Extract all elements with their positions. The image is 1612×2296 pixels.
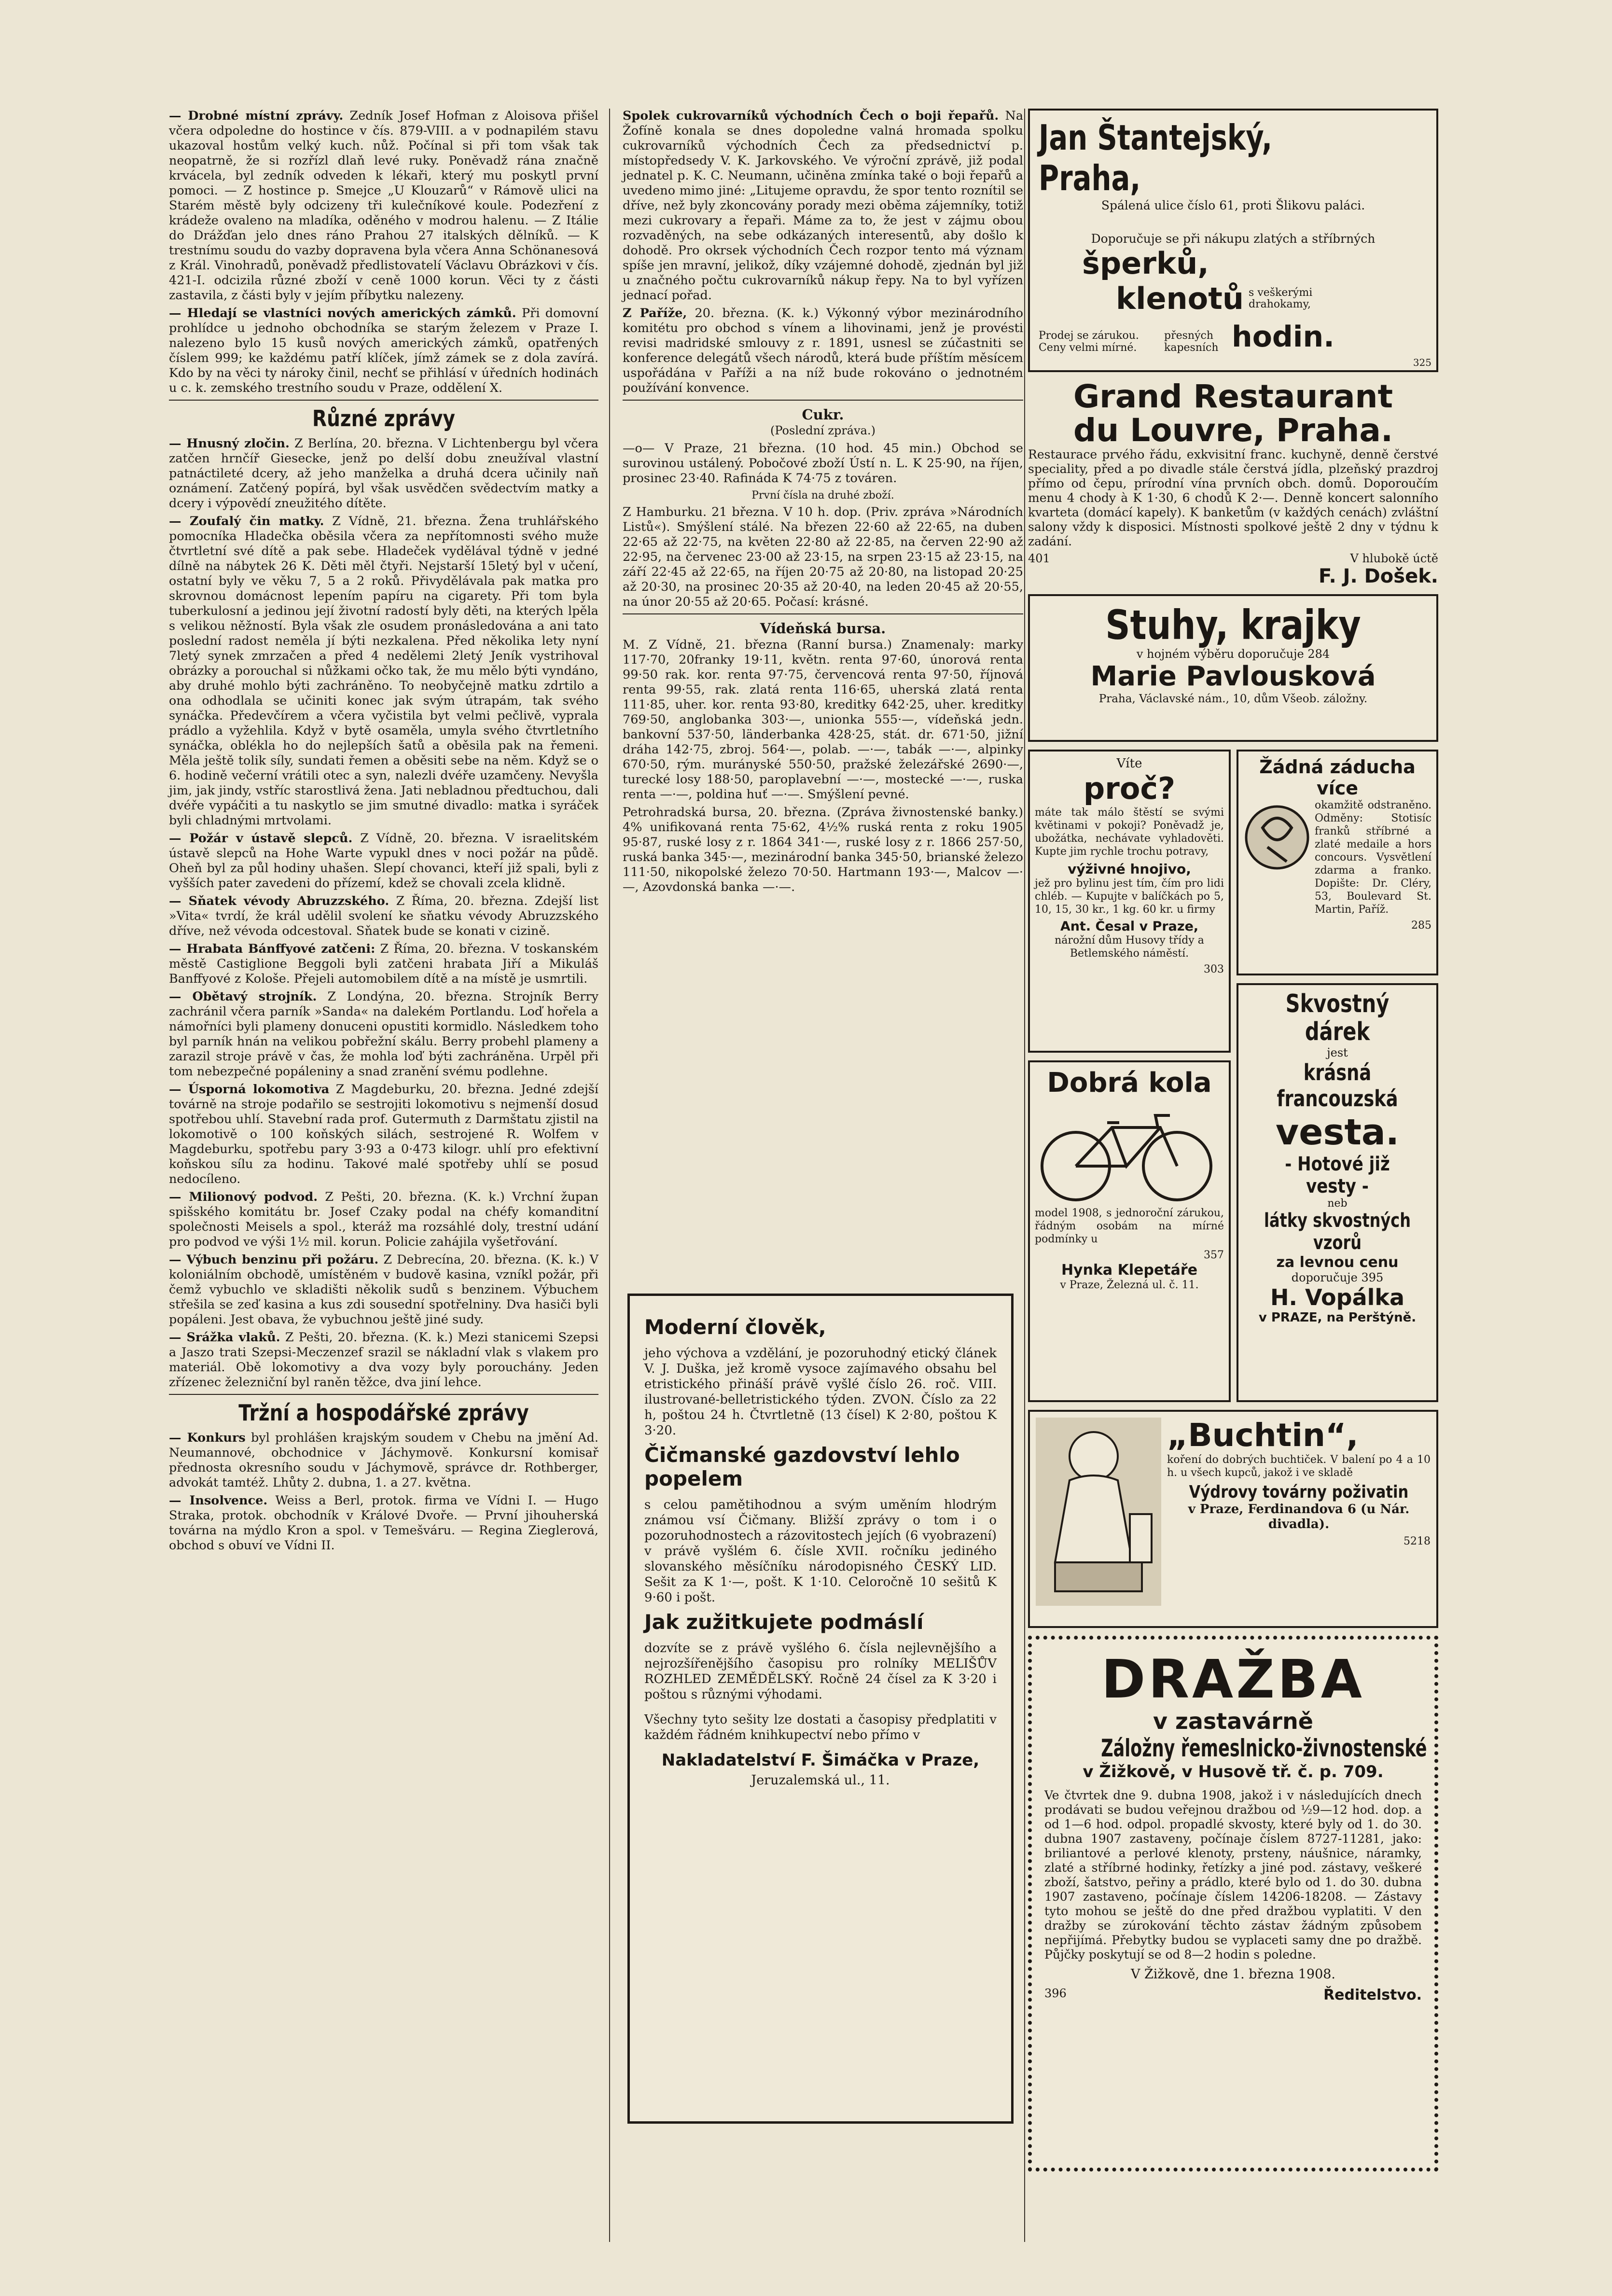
article-lead: — Hnusný zločin.	[169, 436, 290, 451]
ad-signature-line: V hlubokě úctě	[1350, 552, 1438, 565]
column-economy	[623, 109, 1023, 898]
article-body: Z Magdeburku, 20. března. Jedné zdejší továrně na stroje podařilo se sestrojiti lokomotivu s nejmenší dosud spotřebou uhlí. Stavební rada prof. Gutermuth z Darmštatu zjistil na lokomotivě o 100 koňských silách, sestrojené R. Wolfem v Magdeburku, spotřebu pary 3·93 a 0·473 kilogr. uhlí pro efektivní koňskou sílu za hodinu. Takové malé spotřeby uhlí se posud nedocíleno.	[169, 1082, 599, 1186]
ad-title: Žádná záducha více	[1259, 756, 1416, 799]
ad-text: okamžitě odstraněno. Odměny: Stotisíc franků stříbrné a zlaté medaile a hors concours. Vysvětlení zdarma a franko. Dopište: Dr. Cléry, 53, Boulevard St. Martin, Paříž.	[1315, 799, 1431, 916]
ad-address: v Praze, Železná ul. č. 11.	[1060, 1279, 1199, 1291]
report-hamburg: Z Hamburku. 21 března. V 10 h. dop. (Priv. zpráva »Národních Listů«). Smýšlení stálé. Na březen 22·60 až 22·65, na duben 22·65 až 22·75, na květen 22·80 až 22·85, na červen 22·90 až 22·95, na červenec 23·00 až 23·15, na srpen 23·15 až 23·15, na září 22·45 až 22·65, na říjen 20·75 až 20·80, na listopad 20·25 až 20·30, na prosinec 20·35 až 20·40, na leden 20·45 až 20·55, na únor 20·55 až 20·65. Počasí: krásné.	[623, 505, 1023, 609]
bicycle-icon	[1035, 1099, 1218, 1205]
ad-title: proč?	[1083, 771, 1176, 806]
ad-text: dozvíte se z právě vyšlého 6. čísla nejlevnějšího a nejrozšířenějšího časopisu pro rolníky MELIŠŮV ROZHLED ZEMĚDĚLSKÝ. Ročně 24 čísel za K 3·20 i poštou s různými výhodami.	[644, 1641, 997, 1702]
ad-address: nárožní dům Husovy třídy a Betlemského náměstí.	[1055, 934, 1204, 960]
ad-buchtin	[1028, 1410, 1438, 1628]
column-local-news	[169, 109, 598, 1556]
report-vienna: M. Z Vídně, 21. března (Ranní bursa.) Znamenaly: marky 117·70, 20franky 19·11, květn. renta 97·60, únorová renta 99·50 rak. kor. renta 97·75, červencová renta 97·50, říjnová renta 99·55, rak. zlatá renta 116·65, uherská zlatá renta 111·85, uher. kor. renta 93·80, kreditky 642·25, uher. kreditky 769·50, anglobanka 303·—, unionka 555·—, vídeňská jedn. bankovní 537·50, länderbanka 428·25, stát. dr. 671·50, jižní dráha 142·75, zbroj. 564·—, polab. —·—, tabák —·—, alpinky 670·50, rým. murányské 550·50, pražské železářské 2690·—, turecké losy 188·50, paroplavební —·—, mostecké —·—, ruska renta —·—, poldina huť —·—. Smýšlení pevné.	[623, 638, 1023, 802]
article-bankruptcy	[169, 1431, 598, 1490]
ad-number: 395	[1361, 1271, 1384, 1284]
ad-text: máte tak málo štěstí se svými květinami v pokoji? Poněvadž je, ubožátka, nechávate vyhladověti. Kupte jim rychle trochu potravy,	[1035, 807, 1224, 858]
medal-icon	[1243, 799, 1311, 876]
article-lead: — Srážka vlaků.	[169, 1330, 280, 1345]
article-american-locks	[169, 306, 598, 396]
ad-stantejsky	[1028, 109, 1438, 372]
ad-text: Ve čtvrtek dne 9. dubna 1908, jakož i v následujících dnech prodávati se budou veřejnou dražbou od ½9—12 hod. dop. a od 1—6 hod. odpol. propadlé skvosty, které byly od 1. do 30. dubna 1907 zastaveny, počínaje číslem 8727-11281, jako: briliantové a perlové klenoty, prsteny, náušnice, náramky, zlaté a stříbrné hodinky, řetízky a jiné pod. zástavy, veškeré zboží, šatstvo, peřiny a prádlo, které bylo od 1. do 30. dubna 1907 zastaveno, počínaje číslem 14206-18208. — Zástavy tyto mohou se ještě do dne před dražbou vyplatiti. V den dražby se zúrokování těchto zástav žádným způsobem nepřijímá. Přebytky budou se vyplaceti samy dne po dražbě. Půjčky poskytují se od 8—2 hodin s poledne.	[1044, 1788, 1422, 1962]
ad-line: látky skvostných vzorů	[1264, 1210, 1411, 1254]
article-local-news	[169, 109, 598, 303]
article-lead: — Úsporná lokomotiva	[169, 1082, 330, 1097]
article-counts	[169, 942, 598, 987]
article-lead: — Výbuch benzinu při požáru.	[169, 1252, 379, 1267]
divider	[623, 400, 1023, 401]
article-body: Z Pešti, 20. března. (K. k.) Mezi stanicemi Szepsi a Jaszo trati Szepsi-Meczenzef srazil se nákladní vlak s vlakem pro materiál. Obě lokomotivy a dva vozy byly porouchány. Jeden zřízenec železniční byl raněn těžce, dva jiní lehce.	[169, 1330, 599, 1390]
ad-line: - Hotové již vesty -	[1285, 1153, 1390, 1197]
article-paris	[623, 306, 1023, 396]
section-heading-market: Tržní a hospodářské zprávy	[238, 1400, 529, 1426]
ad-date: V Žižkově, dne 1. března 1908.	[1130, 1967, 1336, 1982]
ad-word-jewels: šperků,	[1082, 246, 1209, 281]
article-insolvency	[169, 1493, 598, 1553]
ad-line: za levnou cenu	[1276, 1254, 1399, 1271]
ad-address: v PRAZE, na Perštýně.	[1258, 1310, 1417, 1325]
article-engineer	[169, 989, 598, 1079]
ad-title: Grand Restaurant	[1073, 378, 1393, 415]
article-fraud	[169, 1190, 598, 1250]
ad-note: přesných kapesních	[1164, 330, 1219, 354]
ad-title: Dobrá kola	[1047, 1067, 1212, 1099]
ad-firm: Hynka Klepetáře	[1061, 1262, 1198, 1279]
ad-address: Praha, Václavské nám., 10, dům Všeob. záložny.	[1098, 693, 1368, 705]
article-lead: — Hrabata Bánffyové zatčeni:	[169, 942, 375, 956]
ad-signature: F. J. Došek.	[1319, 565, 1438, 587]
ad-number: 284	[1307, 647, 1330, 661]
article-body: Na Žofíně konala se dnes dopoledne valná hromada spolku cukrovarníků východních Čech za předsednictví p. místopředsedy V. K. Jarkovského. Ve výroční zprávě, již podal jednatel p. K. C. Neumann, učiněna zmínka také o boji řepařů a uvedeno mimo jiné: „Litujeme opravdu, že spor tento roznítil se dříve, než byly zkoncovány porady mezi oběma zájemníky, totiž mezi cukrovary a řepaři. Máme za to, že jest v zájmu obou rozvaděných, na sebe odkázaných interesentů, aby došlo k dohodě. Pro okrsek východních Čech rozpor tento má význam spíše jen mravní, jelikož, díky vzájemné dohodě, zjednán byl již u značného počtu cukrovarníků nákup řepy. Na to byl vyřízen jednací pořad.	[623, 109, 1024, 303]
ad-text: model 1908, s jednoroční zárukou, řádným osobám na mírné podmínky u	[1035, 1207, 1224, 1245]
ad-subtitle: v hojném výběru doporučuje	[1136, 647, 1304, 661]
ad-intro: Doporučuje se při nákupu zlatých a stříbrných	[1091, 232, 1376, 246]
woman-baking-icon	[1036, 1418, 1161, 1606]
article-locomotive	[169, 1082, 598, 1187]
article-lead: — Požár v ústavě slepců.	[169, 831, 353, 846]
ad-title: DRAŽBA	[1101, 1648, 1365, 1710]
ad-title: Jak zužitkujete podmáslí	[644, 1610, 924, 1634]
ad-address: v Žižkově, v Husově tř. č. p. 709.	[1083, 1762, 1384, 1781]
column-rule	[1024, 109, 1025, 2242]
article-body: Z Londýna, 20. března. Strojník Berry zachránil včera parník »Sanda« na dalekém Portlandu. Loď hořela a námořníci byli plameny donuceni opustiti kormidlo. Následkem toho byl parník hnán na velikou pobřežní skálu. Berry probehl plameny a zarazil stroje právě v čas, že mohla loď býti zachráněna. Urpěl při tom nebezpečné popáleniny a snad zranění svému podlehne.	[169, 989, 598, 1079]
divider	[623, 613, 1023, 614]
article-body: 20. března. (K. k.) Výkonný výbor mezinárodního komitétu pro obchod s vínem a lihovinami, jenž je provésti revisi madridské smlouvy z r. 1891, usnesl se zúčastniti se konference delegátů všech národů, která bude příštím měsícem uspořádána v Paříži a na níž bude rokováno o jednotném používání konvence.	[623, 306, 1023, 395]
report-prague-sugar: —o— V Praze, 21 března. (10 hod. 45 min.) Obchod se surovinou ustálený. Pobočové zboží Ústí n. L. K 25·90, na říjen, prosinec 23·40. Rafináda K 74·75 z továren.	[623, 441, 1023, 486]
ad-title: Moderní člověk,	[644, 1315, 826, 1339]
ad-signature: Ředitelstvo.	[1323, 1987, 1422, 2004]
section-heading-various: Různé zprávy	[312, 405, 456, 431]
article-body: Z Vídně, 21. března. Žena truhlářského pomocníka Hladečka oběsila včera za nepřítomnosti svého muže čtvrtletní své dítě a pak sebe. Hladeček vydělával týdně v jedné dílně na nábytek 26 K. Děti měl čtyři. Nejstarší 15letý byl v učení, ostatní byly ve věku 7, 5 a 2 roků. Přivydělávala pak matka pro skrovnou domácnost lepením papíru na cigarety. Při tom byla tuberkulosní a jedinou její životní radostí byly děti, na kterých lpěla s velikou něžností. Byla však zle osudem pronásledována a ani tato poslední radost neměla jí býti nezkalena. Před několika lety nyní 7letý synek zmrzačen a před 4 nedělemi 2letý Jeník vystrihoval obrázky a porouchal si nůžkami očko tak, že mu mělo býti vyndáno, aby druhé mohlo býti zachráněno. To neobyčejně matku zdrtilo a ona odhodlala se učiniti konec jak svým útrapám, tak svého synáčka. Předevčírem a včera vyčistila byt velmi pečlivě, vyprala prádlo a vyžehlila. Když v bytě osaměla, umyla svého čtvrtletního synáčka, oblékla ho do nejlepších šatů a oběsila pak na řemeni. Měla ještě tolik síly, sundati řemen a oběsiti sebe na něm. Když se o 6. hodině večerní vrátili otec a syn, nalezli dvéře uzamčeny. Nevyšla jim, jak jindy, vstříc starostlivá žena. Jati nebladnou předtuchou, dali dvéře vypáčiti a tu naskytlo se jim smutné divadlo: matka i syráček byli chladnými mrtvolami.	[169, 514, 598, 828]
ad-title: „Buchtin“,	[1167, 1417, 1359, 1454]
article-sugar-union	[623, 109, 1023, 303]
article-lead: — Insolvence.	[169, 1493, 268, 1508]
article-lead: — Hledají se vlastníci nových amerických zámků.	[169, 306, 516, 320]
ad-vest	[1237, 983, 1438, 1402]
article-lead: Z Paříže,	[623, 306, 687, 320]
ad-line: krásná francouzská	[1277, 1059, 1398, 1112]
ad-number: 325	[1413, 357, 1431, 368]
article-lead: Spolek cukrovarníků východních Čech o boji řepařů.	[623, 109, 999, 123]
article-mother	[169, 514, 598, 828]
article-body: byl prohlášen krajským soudem v Chebu na jmění Ad. Neumannové, obchodnice v Jáchymově. Konkursní komisař přednosta okresního soudu v Jáchymově, správce dr. Rothberger, advokát tamtéž. Lhůty 2. dubna, 1. a 27. května.	[169, 1431, 599, 1490]
ad-product: výživné hnojivo,	[1068, 861, 1191, 877]
ad-title: du Louvre, Praha.	[1073, 412, 1393, 449]
ad-text: koření do dobrých buchtiček. V balení po 4 a 10 h. u všech kupců, jakož i ve skladě	[1167, 1454, 1431, 1479]
ad-title: Skvostný dárek	[1285, 989, 1390, 1046]
article-lead: — Drobné místní zprávy.	[169, 109, 344, 123]
column-ads	[1028, 109, 1438, 2179]
ad-stuhy	[1028, 594, 1438, 742]
ad-number: 5218	[1404, 1535, 1431, 1547]
ad-fertilizer	[1028, 750, 1231, 1053]
article-train	[169, 1330, 598, 1390]
ad-publisher-name: Nakladatelství F. Šimáčka v Praze,	[661, 1751, 980, 1770]
article-lead: — Konkurs	[169, 1431, 246, 1445]
ad-number: 357	[1204, 1249, 1224, 1261]
article-body: Z Berlína, 20. března. V Lichtenbergu byl včera zatčen hrnčíř Giesecke, jenž po delší dobu zneužíval vlastní patnáctileté dcery, až jeho manželka a druhá dcera učinily naň oznámení. Zatčený popírá, byl však usvědčen svědectvím matky a dcery i výpovědí zneužitého dítěte.	[169, 436, 598, 511]
article-lead: — Milionový podvod.	[169, 1190, 318, 1204]
article-body: Z Říma, 20. března. V toskanském městě Castiglione Beggoli byli zatčeni hrabata Jiří a Mikuláš Banffyové z Kološe. Přejeli automobilem dítě a na místě je usmrtili.	[169, 942, 599, 986]
ad-publisher-simacek	[627, 1294, 1014, 2124]
article-lead: — Sňatek vévody Abruzzského.	[169, 894, 389, 908]
report-note: První čísla na druhé zboží.	[751, 489, 894, 501]
ad-name: Marie Pavlousková	[1090, 661, 1376, 692]
article-body: Z Debrecína, 20. března. (K. k.) V koloniálním obchodě, umístěném v budově kasina, vzníkl požár, při čemž vybuchlo ve skladišti několik sudů s benzinem. Výbuchem střešila se zeď kasina a kus zdi sousední spotřelniny. Dva hasiči byli popáleni. Jest obava, že vybuchnou ještě jiné sudy.	[169, 1252, 599, 1327]
article-lead: — Zoufalý čin matky.	[169, 514, 324, 529]
column-rule	[609, 109, 610, 2242]
ad-number: 396	[1044, 1987, 1067, 2000]
ad-auction	[1028, 1636, 1438, 2171]
divider	[169, 1394, 598, 1395]
report-petersburg: Petrohradská bursa, 20. března. (Zpráva živnostenské banky.) 4% unifikovaná renta 75·62, 4½% ruská renta z roku 1905 95·87, ruské losy z r. 1864 341·—, ruské losy z r. 1866 257·50, ruská banka 345·—, mezinárodní banka 345·50, brianské železo 111·50, nikopolské železo 70·50. Hartmann 193·—, Malcov —·—, Azovdonská banka —·—.	[623, 805, 1023, 894]
ad-text: jeho výchova a vzdělání, je pozoruhodný etický článek V. J. Duška, jež kromě vysoce zajímavého obsahu bel etristického přináší právě vyšlé číslo 26. roč. VIII. ilustrované-belletristického týden. ZVON. Číslo za 22 h, poštou 24 h. Čtvrtletně (13 čísel) K 2·80, poštou K 3·20.	[644, 1346, 997, 1438]
divider	[169, 400, 598, 401]
article-lead: — Obětavý strojník.	[169, 989, 317, 1004]
ad-text: s celou pamětihodnou a svým uměním hlodrým známou vsí Čičmany. Bližší zprávy o tom i o pozoruhodnostech a rázovitostech jejích (6 vyobrazení) v právě vyšlém 6. čísle XVII. ročníku jediného slovanského měsíčníku národopisného ČESKÝ LID. Sešit za K 1·—, pošt. K 1·10. Celoročně 10 sešitů K 9·60 i pošt.	[644, 1498, 997, 1605]
ad-number: 401	[1028, 552, 1050, 565]
ad-firm: H. Vopálka	[1270, 1284, 1405, 1310]
heading-sugar: Cukr.	[802, 406, 844, 423]
ad-word-gems-note: s veškerými drahokamy,	[1249, 286, 1313, 310]
ad-number: 285	[1411, 919, 1431, 932]
heading-vienna-bourse: Vídeňská bursa.	[760, 620, 886, 637]
ad-word-vest: vesta.	[1276, 1112, 1399, 1153]
article-body: Při domovní prohlídce u jednoho obchodníka se starým železem v Praze I. nalezeno bylo 15 kusů nových amerických zámků, opatřených číslem 999; ke každému patří klíček, jímž zámek se z dola zavírá. Kdo by na věci ty nároky činil, nechť se přihlásí v úředních hodinách u c. k. zemského trestního soudu v Praze, oddělení X.	[169, 306, 599, 395]
ad-text: Všechny tyto sešity lze dostati a časopisy předplatiti v každém řádném knihkupectví nebo přímo v	[644, 1712, 997, 1742]
ad-word-watches: hodin.	[1232, 320, 1334, 354]
ad-kicker: Víte	[1116, 756, 1142, 771]
ad-title: Stuhy, krajky	[1105, 601, 1361, 649]
article-fire	[169, 831, 598, 891]
ad-publisher-address: Jeruzalemská ul., 11.	[751, 1773, 890, 1788]
ad-address: v Praze, Ferdinandova 6 (u Nár. divadla).	[1188, 1502, 1410, 1531]
ad-address: Spálená ulice číslo 61, proti Šlikovu paláci.	[1101, 198, 1365, 212]
ad-firm: Výdrovy továrny poživatin	[1189, 1482, 1409, 1502]
ad-word: jest	[1327, 1046, 1348, 1059]
article-wedding	[169, 894, 598, 939]
ad-word: neb	[1327, 1197, 1348, 1210]
ad-louvre	[1028, 380, 1438, 587]
ad-number: 303	[1204, 963, 1224, 975]
ad-title: Jan Štantejský, Praha,	[1039, 117, 1273, 198]
ad-bicycles	[1028, 1060, 1231, 1402]
ad-firm: Ant. Česal v Praze,	[1060, 919, 1199, 934]
article-body: Zedník Josef Hofman z Aloisova přišel včera odpoledne do hostince v čís. 879-VIII. a v podnapilém stavu ukazoval hostům velký kuch. nůž. Počínal si při tom však tak neopatrně, že si rozřízl dlaň levé ruky. Poněvadž rána značně krvácela, byl zedník odveden k lékaři, který mu poskytl první pomoci. — Z hostince p. Smejce „U Klouzarů“ v Rámově ulici na Starém městě byly odcizeny tři kulečníkové koule. Podezření z krádeže ovaleno na mladíka, oděného v modrou halenu. — Z Itálie do Drážďan jelo dnes ráno Prahou 27 italských dělníků. — K trestnímu soudu do vazby dopravena byla včera Anna Schönanesová z Král. Vinohradů, poněvadž předlistovatelí Václavu Obrázkovi v čís. 421-I. odcizila různé zboží v ceně 1000 korun. Věci ty z části zastavila, z části byly v jejím příbytku nalezeny.	[169, 109, 599, 303]
ad-word-gems: klenotů	[1116, 281, 1244, 316]
article-crime	[169, 436, 598, 511]
ad-note: Prodej se zárukou. Ceny velmi mírné.	[1039, 330, 1139, 354]
ad-title: Čičmanské gazdovství lehlo popelem	[644, 1443, 960, 1490]
ad-subtitle: Záložny řemeslnicko-živnostenské	[1101, 1734, 1427, 1762]
article-body: Z Říma, 20. března. Zdejší list »Vita« tvrdí, že král udělil svolení ke sňatku vévody Abruzzského dříve, než vévoda odcestoval. Sňatek bude se konati v cizině.	[169, 894, 598, 938]
article-explosion	[169, 1252, 598, 1327]
article-body: Z Vídně, 20. března. V israelitském ústavě slepců na Hohe Warte vypukl dnes v noci požár na půdě. Oheň byl za půl hodiny uhašen. Slepí chovanci, kteří již spali, byli z vyšších pater zavedeni do přízemí, kdež se chovali zcela klidně.	[169, 831, 598, 891]
article-body: Weiss a Berl, protok. firma ve Vídni I. — Hugo Straka, protok. obchodník v Králové Dvoře. — První jihouherská továrna na mýdlo Kron a spol. v Temešváru. — Regina Zieglerová, obchod s obuví ve Vídni II.	[169, 1493, 598, 1553]
ad-asthma	[1237, 750, 1438, 975]
ad-subtitle: v zastavárně	[1153, 1708, 1313, 1734]
ad-word: doporučuje	[1291, 1271, 1358, 1284]
article-body: Z Pešti, 20. března. (K. k.) Vrchní župan spišského komitátu br. Josef Czaky podal na chéfy komanditní společnosti Meisels a spol., kteráž ma rozsáhlé doly, trestní udání pro podvod ve výši 1½ mil. korun. Policie zahájila vyšetřování.	[169, 1190, 599, 1249]
subheading-sugar: (Poslední zpráva.)	[770, 424, 875, 437]
ad-text: Restaurace prvého řádu, exkvisitní franc. kuchyně, denně čerstvé speciality, před a po divadle stále čerstvá jídla, plzeňský prazdroj přímo od čepu, prírodní vína prvních obch. domů. Doporoučím menu 4 chody à K 1·30, 6 chodů K 2·—. Denně koncert salonního kvarteta (domácí kapely). K banketům (v každých cenách) zvláštní salony vždy k disposici. Místnosti spolkové ještě 2 dny v týdnu k zadání.	[1028, 447, 1438, 548]
ad-text: jež pro bylinu jest tím, čím pro lidi chléb. — Kupujte v balíčkách po 5, 10, 15, 30 kr., 1 kg. 60 kr. u firmy	[1035, 877, 1224, 916]
